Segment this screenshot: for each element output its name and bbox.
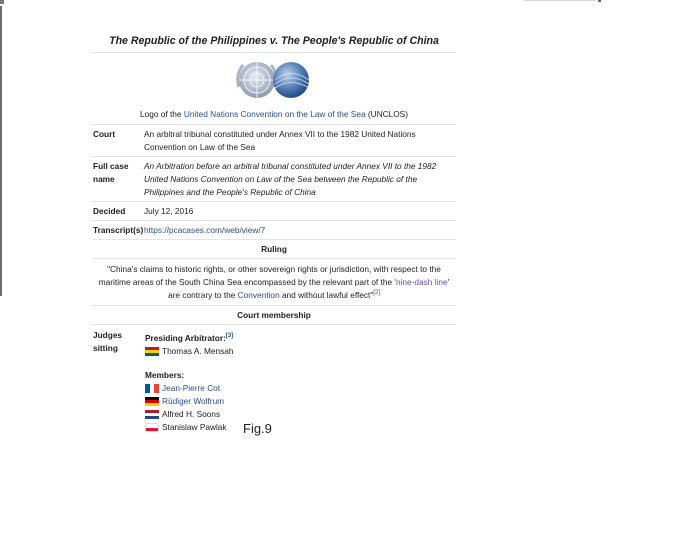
ruling-heading: Ruling [92,240,456,259]
left-edge-line [0,6,2,296]
decided-row [92,202,456,221]
member-link-rudiger-wolfrum[interactable]: Rüdiger Wolfrum [162,396,225,406]
members-heading: Members: [145,370,185,380]
presiding-reference[interactable]: [3] [225,333,234,340]
court-label: Court [93,129,116,139]
full-case-name-value: An Arbitration before an arbitral tribunal constituted under Annex VII to the 1982 United Nations Convention on Law of the Sea between the Republic of the Philippines and the People's Republic of China [144,161,437,197]
judges-list [144,329,456,434]
ruling-part-3: and without lawful effect" [279,290,374,300]
member-link-jean-pierre-cot[interactable]: Jean-Pierre Cot [162,383,221,393]
member-item [145,395,456,408]
judges-sitting-row [92,325,456,434]
presiding-arbitrator-name: Thomas A. Mensah [162,346,234,356]
infobox-title: The Republic of the Philippines v. The People's Republic of China [92,30,456,53]
court-value: An arbitral tribunal constituted under Annex VII to the 1982 United Nations Convention on Law of the Sea [144,129,416,152]
full-case-name-label: Full case name [93,161,129,184]
top-divider [524,0,596,1]
court-membership-heading: Court membership [92,306,456,325]
un-emblem-icon [231,57,317,103]
unclos-link[interactable]: United Nations Convention on the Law of the Sea [183,109,366,119]
logo-caption [92,103,456,125]
germany-flag-icon [145,397,159,406]
convention-link[interactable]: Convention [237,290,280,300]
member-item [145,421,456,434]
transcripts-row [92,221,456,240]
presiding-arbitrator-heading: Presiding Arbitrator:[3] [145,333,234,343]
case-infobox [92,30,456,434]
presiding-arbitrator [145,345,456,358]
ruling-part-2: ' are contrary to the [168,277,450,300]
nine-dash-line-link[interactable]: nine-dash line [395,277,448,287]
figure-label: Fig.9 [243,421,272,436]
decided-value: July 12, 2016 [144,206,194,216]
judges-sitting-label: Judges sitting [93,330,123,353]
member-name-alfred-soons: Alfred H. Soons [162,409,221,419]
france-flag-icon [145,384,159,393]
ruling-text [92,259,456,306]
poland-flag-icon [145,423,159,432]
member-item [145,382,456,395]
top-tick [598,0,601,2]
court-row [92,125,456,157]
member-item [145,408,456,421]
unclos-logo[interactable] [92,53,456,103]
member-name-stanislaw-pawlak: Stanislaw Pawlak [162,422,227,432]
netherlands-flag-icon [145,410,159,419]
caption-prefix: Logo of the [140,109,184,119]
transcripts-label: Transcript(s) [93,225,144,235]
decided-label: Decided [93,206,126,216]
ruling-reference[interactable]: [2] [373,290,380,297]
transcripts-link[interactable]: https://pcacases.com/web/view/7 [144,225,266,235]
ruling-part-1: "China's claims to historic rights, or other sovereign rights or jurisdiction, with respect to the maritime areas of the South China Sea encompassed by the relevant part of the ' [98,264,441,287]
full-case-name-row [92,157,456,202]
ghana-flag-icon [145,347,159,356]
caption-suffix: (UNCLOS) [365,109,408,119]
top-left-mark [0,0,4,4]
